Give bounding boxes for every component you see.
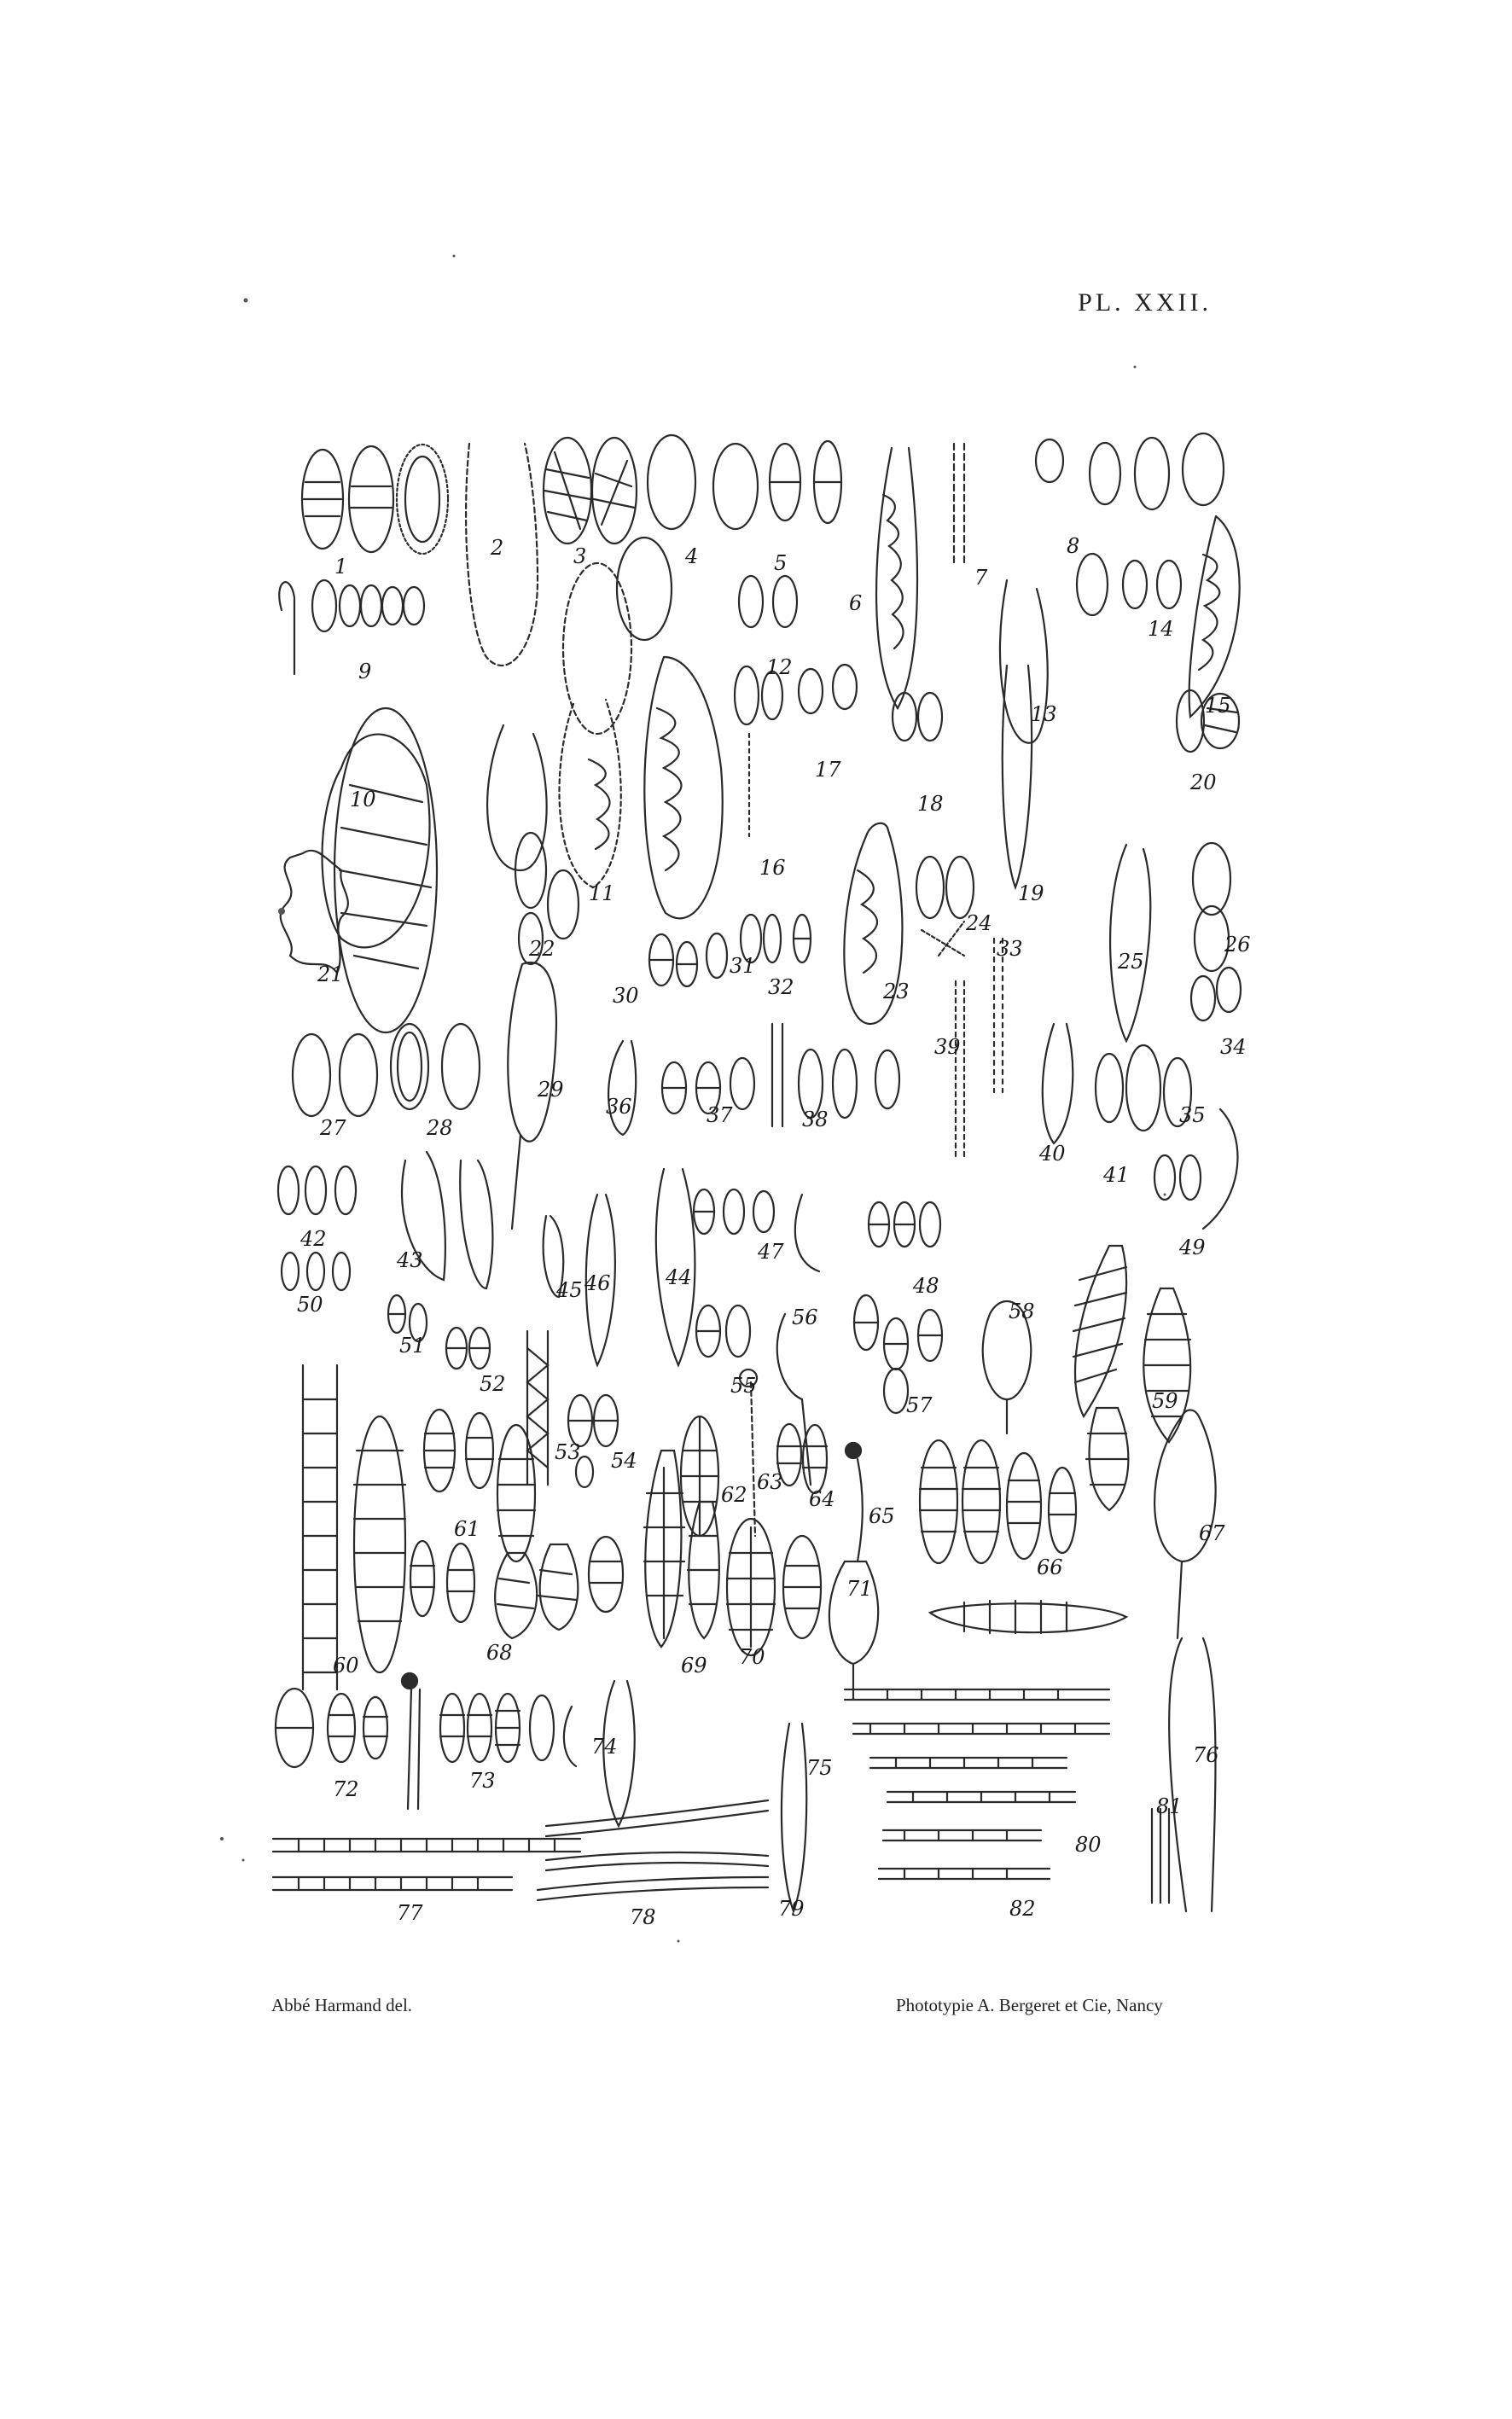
spore-group-48	[869, 1202, 940, 1247]
figure-number: 71	[846, 1577, 873, 1601]
figure-number: 61	[454, 1517, 480, 1541]
spore-drawings	[256, 427, 1251, 1929]
figure-number: 17	[815, 758, 841, 782]
spore-group-19	[1003, 666, 1032, 887]
figure-number: 38	[802, 1108, 829, 1131]
spore-group-68	[410, 1537, 623, 1638]
figure-number: 59	[1152, 1389, 1178, 1413]
spore-group-51-52	[388, 1295, 490, 1369]
figure-number: 60	[333, 1654, 359, 1678]
figure-number: 25	[1118, 950, 1144, 974]
figure-number: 37	[707, 1103, 733, 1127]
figure-number: 51	[399, 1334, 426, 1358]
figure-number: 1	[334, 555, 348, 579]
figure-number: 74	[591, 1735, 618, 1759]
spore-group-3	[544, 438, 637, 544]
printer-credit: Phototypie A. Bergeret et Cie, Nancy	[896, 1995, 1163, 2015]
spore-group-64	[777, 1424, 827, 1493]
spore-group-horizontal	[845, 1689, 1109, 1879]
spore-group-24	[916, 857, 974, 956]
figure-number: 24	[966, 911, 992, 935]
spore-group-1	[302, 445, 448, 554]
spore-group-21	[281, 851, 348, 973]
spore-group-42	[278, 1166, 356, 1214]
figure-number: 28	[427, 1116, 453, 1140]
figure-number: 69	[681, 1654, 707, 1678]
figure-number: 11	[589, 881, 615, 905]
figure-number: 48	[913, 1274, 939, 1298]
figure-number: 8	[1067, 534, 1080, 558]
spore-group-15	[1189, 516, 1240, 717]
spore-group-25-26	[1110, 843, 1241, 1041]
figure-number: 82	[1009, 1897, 1036, 1921]
figure-number: 65	[869, 1504, 895, 1528]
spore-illustration-plate	[256, 427, 1251, 1929]
figure-number: 75	[806, 1756, 833, 1780]
spore-group-27	[293, 1034, 377, 1116]
figure-number: 52	[480, 1372, 506, 1396]
figure-number: 66	[1037, 1555, 1063, 1579]
spore-group-5	[713, 441, 841, 529]
figure-number: 54	[611, 1449, 637, 1473]
spore-group-28	[391, 1024, 480, 1109]
spore-group-66	[920, 1440, 1126, 1633]
spore-group-72-73-74	[276, 1673, 635, 1826]
figure-number: 26	[1224, 933, 1251, 957]
figure-number: 21	[317, 962, 344, 986]
figure-number: 35	[1179, 1103, 1206, 1127]
figure-number: 3	[573, 544, 587, 568]
spore-group-65	[846, 1443, 863, 1561]
figure-number: 2	[491, 536, 504, 560]
artist-credit: Abbé Harmand del.	[271, 1995, 413, 2015]
figure-number: 34	[1220, 1035, 1247, 1059]
figure-number: 43	[397, 1248, 423, 1272]
spore-group-33	[994, 939, 1003, 1092]
figure-number: 22	[529, 937, 555, 961]
figure-number: 57	[906, 1393, 933, 1417]
spore-group-77	[273, 1839, 580, 1890]
figure-number: 15	[1205, 694, 1231, 718]
figure-number: 19	[1018, 881, 1044, 905]
figure-number: 44	[666, 1265, 692, 1289]
spore-group-6	[876, 448, 917, 708]
figure-number: 31	[730, 954, 756, 978]
figure-number: 67	[1199, 1521, 1225, 1545]
spore-group-13-14	[1000, 554, 1181, 743]
figure-number: 18	[917, 792, 944, 816]
spore-group-75-79	[782, 1724, 806, 1911]
figure-number: 53	[555, 1440, 581, 1464]
spore-group-38	[772, 1024, 899, 1126]
figure-number: 76	[1193, 1743, 1219, 1767]
spore-group-11	[323, 657, 723, 1032]
figure-number: 72	[333, 1777, 359, 1801]
spore-group-4	[648, 435, 695, 529]
figure-number: 29	[538, 1078, 564, 1102]
figure-number: 9	[358, 660, 372, 683]
figure-number: 39	[934, 1035, 961, 1059]
figure-number: 68	[486, 1641, 513, 1665]
spore-group-18	[893, 693, 942, 741]
figure-number: 80	[1075, 1833, 1102, 1857]
figure-number: 79	[778, 1897, 805, 1921]
figure-number: 41	[1103, 1163, 1130, 1187]
plate-title: PL. XXII.	[1078, 288, 1212, 317]
figure-number: 32	[768, 975, 794, 999]
figure-number: 70	[739, 1645, 765, 1669]
spore-group-47	[694, 1189, 819, 1271]
figure-number: 45	[556, 1278, 583, 1302]
figure-number: 77	[397, 1901, 423, 1925]
figure-number: 33	[997, 937, 1023, 961]
figure-number: 58	[1009, 1300, 1035, 1323]
figure-number: 46	[584, 1271, 611, 1295]
spore-group-8	[1036, 433, 1224, 509]
figure-number: 50	[297, 1293, 323, 1317]
figure-number: 47	[758, 1240, 784, 1264]
figure-number: 23	[883, 980, 910, 1003]
spore-group-53	[527, 1331, 548, 1485]
figure-number: 4	[685, 544, 699, 568]
figure-number: 81	[1156, 1794, 1183, 1818]
figure-number: 40	[1039, 1142, 1066, 1166]
spore-group-60	[303, 1365, 405, 1689]
figure-number: 5	[774, 551, 788, 575]
figure-number: 30	[613, 984, 639, 1008]
spore-group-7	[954, 444, 964, 563]
figure-number: 62	[721, 1483, 747, 1507]
spore-group-12	[739, 576, 797, 627]
figure-number: 13	[1031, 702, 1057, 726]
spore-group-50	[282, 1253, 350, 1290]
figure-number: 42	[300, 1227, 327, 1251]
figure-number: 16	[759, 856, 786, 880]
figure-number: 64	[809, 1487, 835, 1511]
spore-group-76-81	[1152, 1638, 1215, 1911]
figure-number: 56	[792, 1305, 818, 1329]
figure-number: 20	[1190, 770, 1217, 794]
figure-number: 49	[1179, 1236, 1206, 1259]
figure-number: 14	[1148, 617, 1174, 641]
figure-number: 78	[630, 1905, 656, 1929]
figure-number: 73	[469, 1769, 496, 1793]
spore-group-9	[279, 580, 424, 674]
spore-group-78	[538, 1800, 768, 1900]
figure-number: 55	[730, 1374, 757, 1398]
figure-number: 63	[757, 1470, 783, 1494]
figure-number: 36	[606, 1095, 632, 1119]
figure-number: 7	[974, 566, 988, 590]
figure-number: 12	[766, 655, 793, 679]
spore-group-16-17	[735, 665, 857, 836]
figure-number: 6	[849, 591, 863, 615]
figure-number: 10	[350, 788, 376, 811]
spore-group-59	[1073, 1246, 1190, 1510]
figure-number: 27	[320, 1116, 346, 1140]
